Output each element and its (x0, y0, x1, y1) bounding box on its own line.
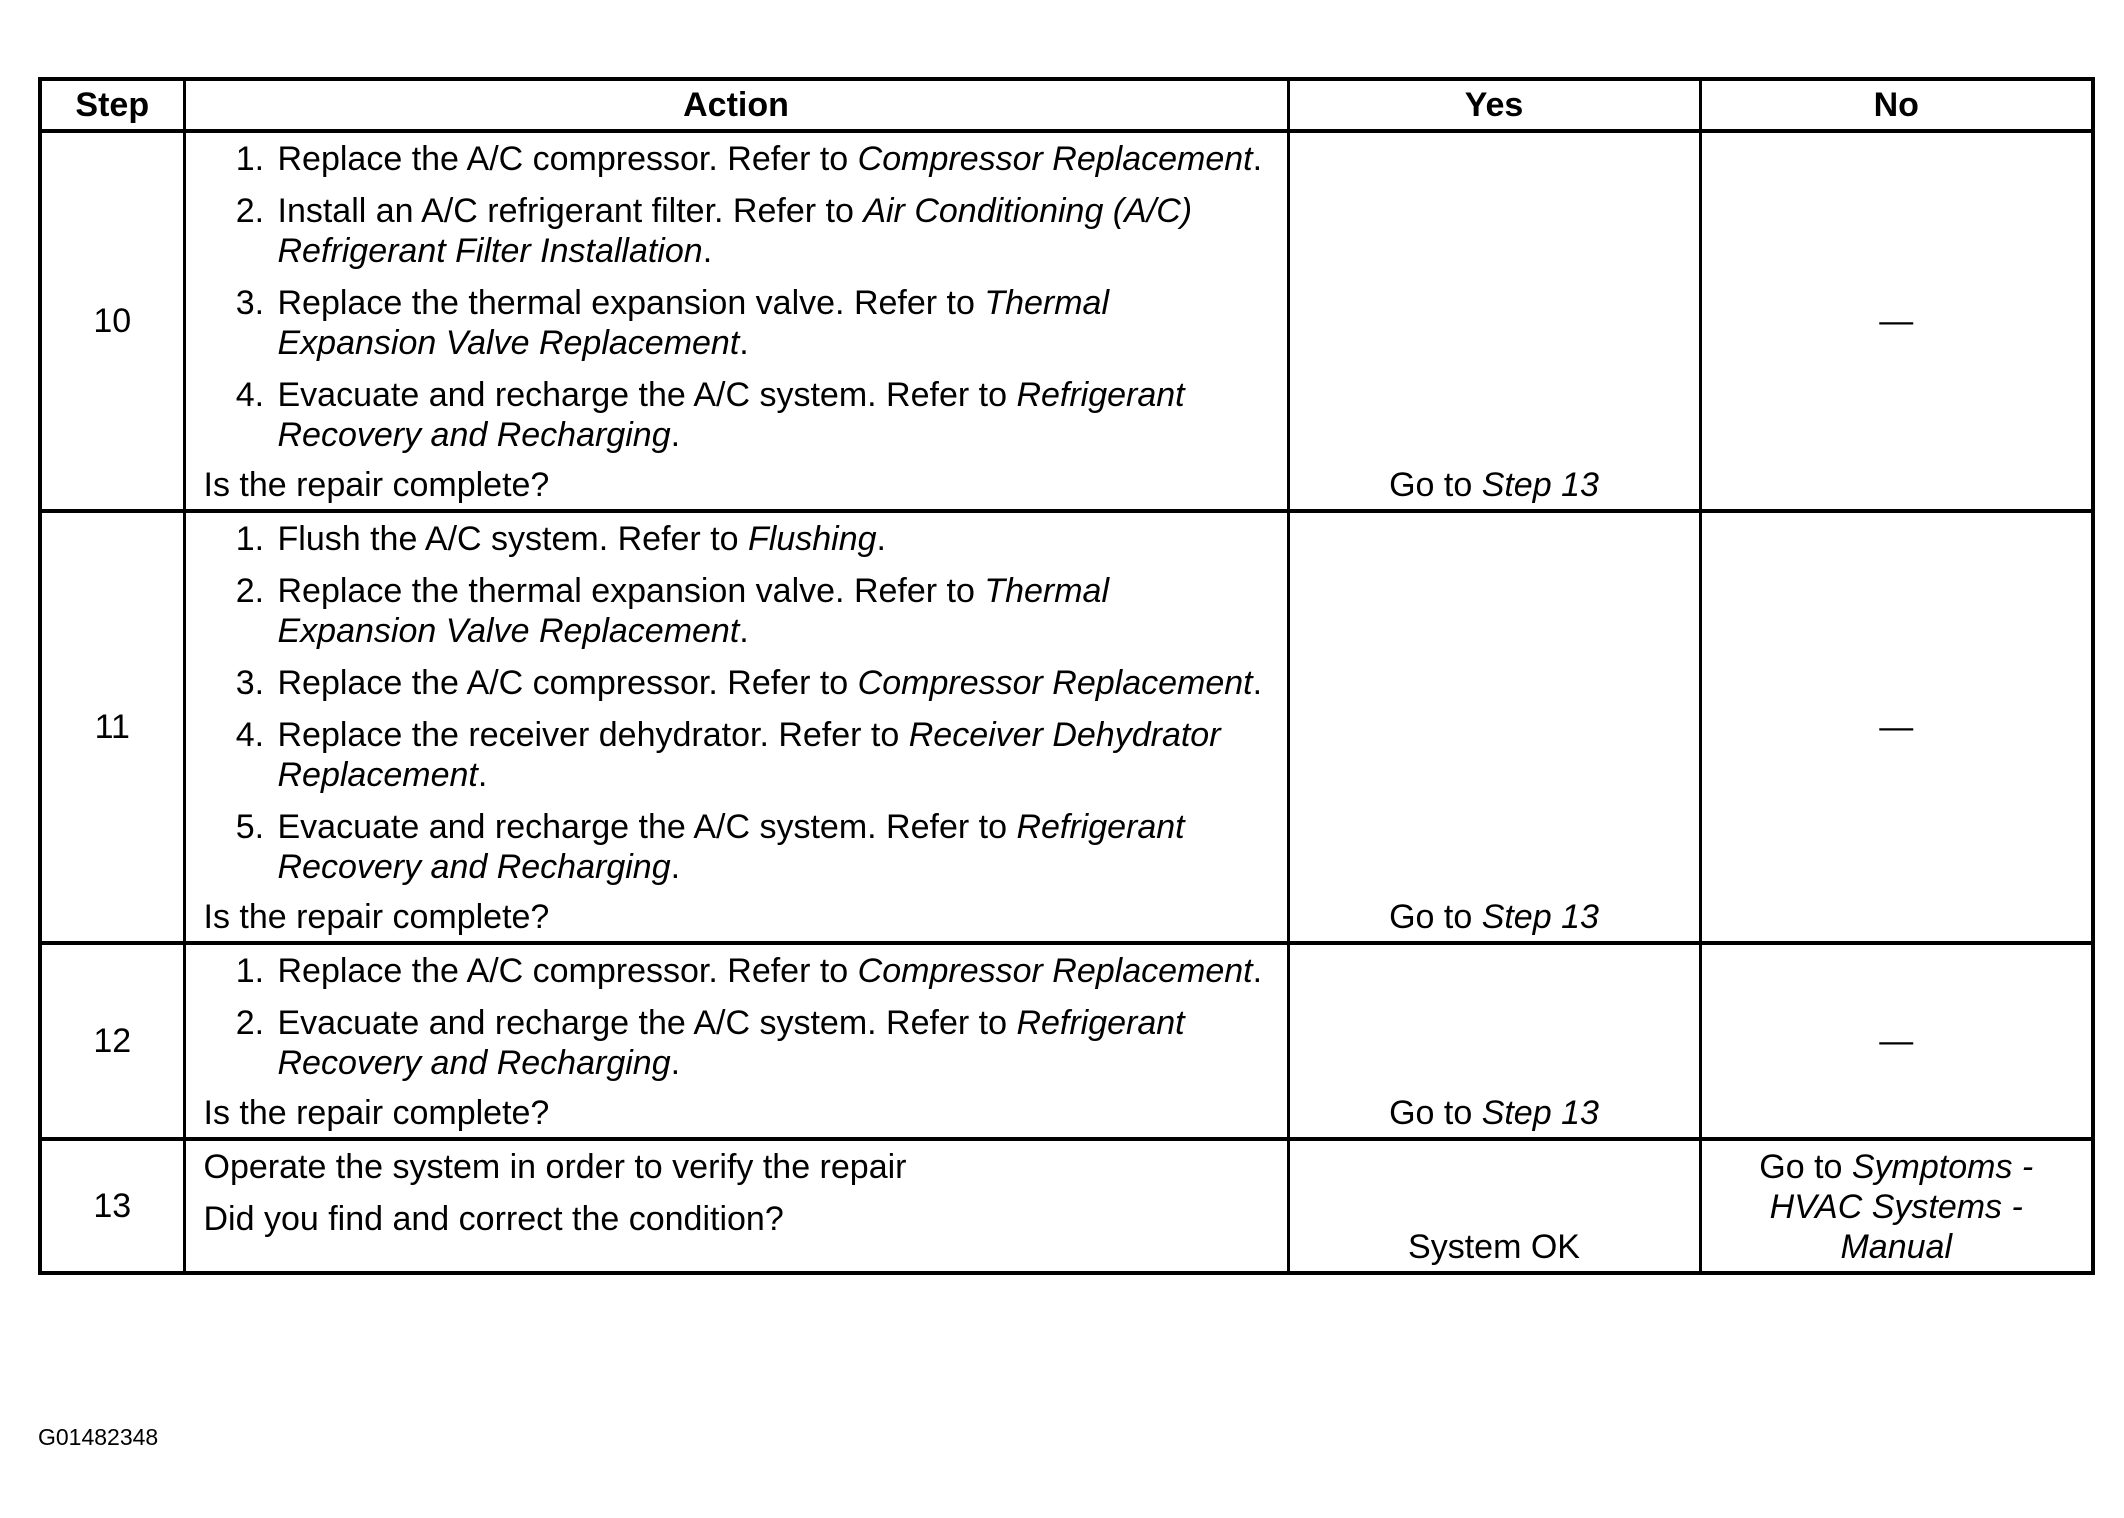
punctuation: . (739, 612, 749, 650)
step-number: 11 (40, 511, 184, 943)
action-steps-list (204, 139, 1277, 455)
punctuation: . (739, 324, 749, 362)
question-text: Did you find and correct the condition? (203, 1200, 784, 1238)
yes-step-link[interactable]: Step 13 (1481, 466, 1599, 504)
punctuation: . (670, 1044, 681, 1082)
yes-prefix: Go to (1389, 1094, 1482, 1132)
reference-link[interactable]: Thermal Expansion Valve Replacement (277, 284, 1110, 362)
header-action: Action (184, 79, 1288, 131)
header-row (40, 79, 2093, 131)
action-step-text: Evacuate and recharge the A/C system. Refer to (277, 808, 1017, 846)
table-row-11 (40, 511, 2093, 943)
header-yes: Yes (1288, 79, 1700, 131)
table-row-13 (40, 1139, 2093, 1273)
action-step-text: Evacuate and recharge the A/C system. Refer to (277, 376, 1017, 414)
reference-link[interactable]: Compressor Replacement (857, 952, 1253, 990)
action-step-item (274, 1003, 1277, 1083)
action-text: Operate the system in order to verify the repair (203, 1148, 907, 1186)
yes-prefix: Go to (1389, 466, 1482, 504)
action-step-text: Evacuate and recharge the A/C system. Refer to (277, 1004, 1017, 1042)
action-cell (184, 943, 1288, 1139)
header-no: No (1700, 79, 2093, 131)
reference-link[interactable]: Compressor Replacement (857, 664, 1253, 702)
no-cell (1700, 1139, 2093, 1273)
action-step-text: Replace the A/C compressor. Refer to (277, 140, 858, 178)
action-steps-list (204, 519, 1277, 887)
punctuation: . (670, 416, 681, 454)
yes-step-link[interactable]: Step 13 (1481, 1094, 1599, 1132)
reference-link[interactable]: Thermal Expansion Valve Replacement (277, 572, 1110, 650)
punctuation: . (670, 848, 681, 886)
reference-link[interactable]: Refrigerant Recovery and Recharging (277, 376, 1185, 454)
action-step-text: Replace the A/C compressor. Refer to (277, 952, 858, 990)
punctuation: . (1252, 664, 1263, 702)
question-text: Is the repair complete? (203, 1094, 550, 1132)
step-number: 10 (40, 131, 184, 511)
action-cell (184, 1139, 1288, 1273)
action-step-text: Replace the thermal expansion valve. Refer to (277, 572, 985, 610)
action-step-item (274, 807, 1277, 887)
reference-link[interactable]: Receiver Dehydrator Replacement (277, 716, 1221, 794)
action-step-item (274, 715, 1277, 795)
table-body (40, 131, 2093, 1273)
no-dash: — (1879, 302, 1914, 340)
yes-cell (1288, 511, 1700, 943)
question-text: Is the repair complete? (203, 898, 550, 936)
action-step-item (274, 571, 1277, 651)
punctuation: . (1252, 140, 1263, 178)
no-cell (1700, 131, 2093, 511)
yes-cell (1288, 943, 1700, 1139)
yes-prefix: Go to (1389, 898, 1482, 936)
punctuation: . (876, 520, 886, 558)
step-number: 12 (40, 943, 184, 1139)
action-steps-list (204, 951, 1277, 1083)
yes-cell (1288, 131, 1700, 511)
reference-link[interactable]: Compressor Replacement (857, 140, 1253, 178)
question-text: Is the repair complete? (203, 466, 550, 504)
figure-code: G01482348 (38, 1424, 159, 1450)
no-reference-link[interactable]: Symptoms - HVAC Systems - Manual (1769, 1148, 2034, 1266)
yes-result: System OK (1408, 1228, 1580, 1266)
table-row-10 (40, 131, 2093, 511)
diagnostic-table (38, 77, 2095, 1275)
reference-link[interactable]: Refrigerant Recovery and Recharging (277, 1004, 1185, 1082)
reference-link[interactable]: Refrigerant Recovery and Recharging (277, 808, 1185, 886)
action-step-text: Flush the A/C system. Refer to (277, 520, 749, 558)
no-cell (1700, 943, 2093, 1139)
no-cell (1700, 511, 2093, 943)
no-prefix: Go to (1759, 1148, 1852, 1186)
yes-step-link[interactable]: Step 13 (1481, 898, 1599, 936)
action-step-item (274, 663, 1277, 703)
action-step-item (274, 519, 1277, 559)
action-step-text: Replace the A/C compressor. Refer to (277, 664, 858, 702)
header-step: Step (40, 79, 184, 131)
punctuation: . (477, 756, 488, 794)
punctuation: . (1252, 952, 1263, 990)
action-step-item (274, 139, 1277, 179)
action-step-item (274, 951, 1277, 991)
action-cell (184, 511, 1288, 943)
no-dash: — (1879, 708, 1914, 746)
reference-link[interactable]: Air Conditioning (A/C) Refrigerant Filter Installation (277, 192, 1193, 270)
action-step-text: Replace the receiver dehydrator. Refer to (277, 716, 909, 754)
action-step-item (274, 375, 1277, 455)
action-step-item (274, 283, 1277, 363)
step-number: 13 (40, 1139, 184, 1273)
action-step-item (274, 191, 1277, 271)
no-dash: — (1879, 1022, 1914, 1060)
action-cell (184, 131, 1288, 511)
action-step-text: Replace the thermal expansion valve. Refer to (277, 284, 985, 322)
reference-link[interactable]: Flushing (748, 520, 877, 558)
table-row-12 (40, 943, 2093, 1139)
punctuation: . (702, 232, 713, 270)
yes-cell (1288, 1139, 1700, 1273)
action-step-text: Install an A/C refrigerant filter. Refer to (277, 192, 864, 230)
